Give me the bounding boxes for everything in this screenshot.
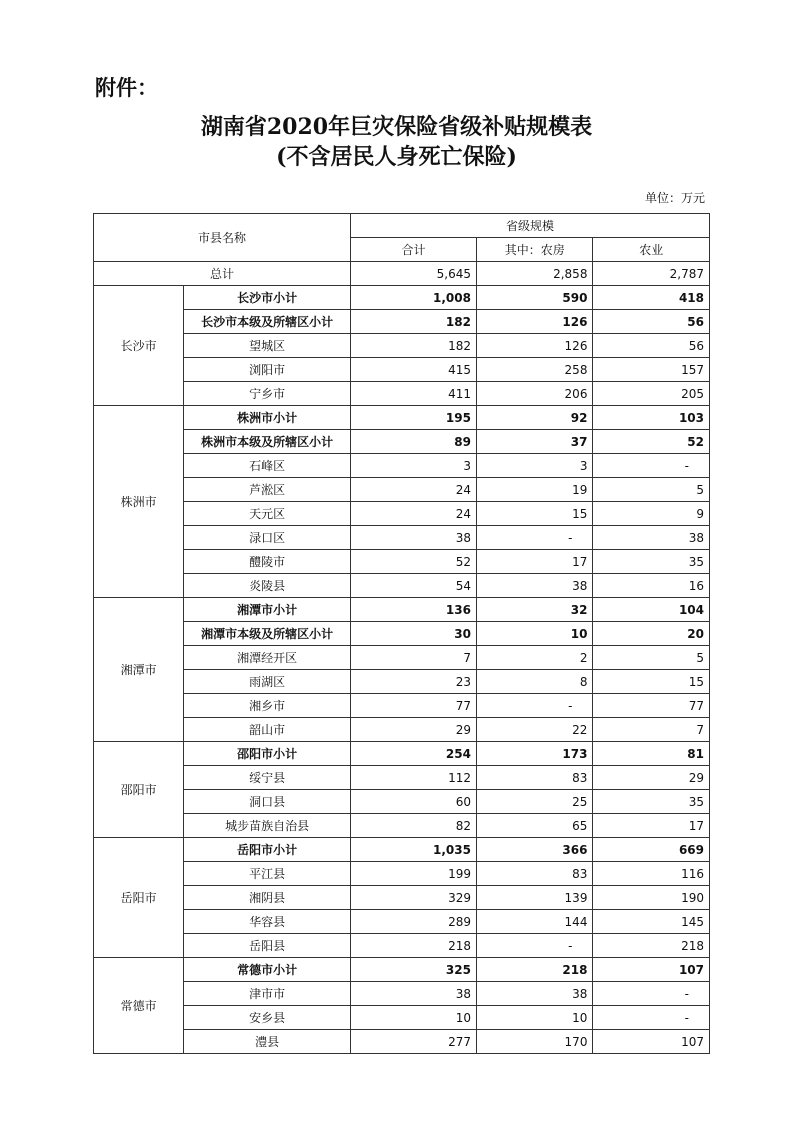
table-row [94,406,710,430]
cell-agri: 5 [593,646,710,670]
district-name: 邵阳市小计 [184,742,351,766]
district-name: 天元区 [184,502,351,526]
district-name: 炎陵县 [184,574,351,598]
cell-total: 10 [351,1006,477,1030]
cell-agri: 35 [593,550,710,574]
cell-agri: 145 [593,910,710,934]
district-name: 望城区 [184,334,351,358]
cell-total: 60 [351,790,477,814]
cell-total: 195 [351,406,477,430]
grand-total-row [94,262,710,286]
cell-agri: 205 [593,382,710,406]
cell-total: 1,008 [351,286,477,310]
cell-total: 218 [351,934,477,958]
cell-housing: 32 [476,598,592,622]
cell-agri: 7 [593,718,710,742]
cell-total: 24 [351,478,477,502]
cell-total: 30 [351,622,477,646]
district-name: 株洲市小计 [184,406,351,430]
district-name: 宁乡市 [184,382,351,406]
table-row [94,790,710,814]
cell-agri: 77 [593,694,710,718]
cell-agri: 190 [593,886,710,910]
table-row [94,478,710,502]
cell-housing: 65 [476,814,592,838]
cell-total: 182 [351,334,477,358]
attachment-label: 附件： [95,76,158,100]
cell-agri: - [593,1006,710,1030]
cell-agri: - [593,454,710,478]
city-name: 常德市 [94,958,184,1054]
cell-agri: 218 [593,934,710,958]
cell-agri: 81 [593,742,710,766]
table-row [94,550,710,574]
district-name: 韶山市 [184,718,351,742]
district-name: 醴陵市 [184,550,351,574]
cell-total: 29 [351,718,477,742]
district-name: 岳阳县 [184,934,351,958]
table-row [94,982,710,1006]
grand-total-label: 总计 [94,262,351,286]
district-name: 澧县 [184,1030,351,1054]
district-name: 石峰区 [184,454,351,478]
cell-housing: 83 [476,862,592,886]
cell-housing: 590 [476,286,592,310]
cell-housing: 2 [476,646,592,670]
cell-total: 38 [351,982,477,1006]
cell-agri: 52 [593,430,710,454]
cell-housing: 144 [476,910,592,934]
table-row [94,574,710,598]
cell-total: 1,035 [351,838,477,862]
district-name: 渌口区 [184,526,351,550]
table-row [94,430,710,454]
header-name: 市县名称 [94,214,351,262]
cell-agri: 20 [593,622,710,646]
district-name: 株洲市本级及所辖区小计 [184,430,351,454]
table-row [94,622,710,646]
cell-total: 82 [351,814,477,838]
cell-total: 54 [351,574,477,598]
cell-housing: - [476,526,592,550]
cell-total: 52 [351,550,477,574]
district-name: 浏阳市 [184,358,351,382]
subsidy-table [93,213,710,1054]
cell-agri: 29 [593,766,710,790]
table-row [94,310,710,334]
cell-agri: 104 [593,598,710,622]
page-title: 湖南省2020年巨灾保险省级补贴规模表 [200,114,593,140]
cell-total: 38 [351,526,477,550]
city-name: 岳阳市 [94,838,184,958]
cell-housing: - [476,694,592,718]
cell-agri: 116 [593,862,710,886]
grand-total-agri: 2,787 [593,262,710,286]
cell-agri: 15 [593,670,710,694]
cell-housing: 22 [476,718,592,742]
cell-total: 3 [351,454,477,478]
district-name: 芦淞区 [184,478,351,502]
district-name: 城步苗族自治县 [184,814,351,838]
cell-agri: 38 [593,526,710,550]
district-name: 长沙市本级及所辖区小计 [184,310,351,334]
cell-agri: 16 [593,574,710,598]
cell-total: 289 [351,910,477,934]
cell-total: 199 [351,862,477,886]
cell-housing: 92 [476,406,592,430]
district-name: 湘阴县 [184,886,351,910]
table-row [94,958,710,982]
cell-housing: 139 [476,886,592,910]
cell-housing: 83 [476,766,592,790]
cell-housing: 10 [476,622,592,646]
district-name: 湘乡市 [184,694,351,718]
cell-housing: 25 [476,790,592,814]
table-row [94,598,710,622]
cell-housing: 170 [476,1030,592,1054]
cell-total: 24 [351,502,477,526]
cell-housing: 19 [476,478,592,502]
table-row [94,526,710,550]
city-name: 株洲市 [94,406,184,598]
district-name: 安乡县 [184,1006,351,1030]
table-row [94,334,710,358]
cell-agri: 17 [593,814,710,838]
table-row [94,694,710,718]
cell-housing: 17 [476,550,592,574]
grand-total-housing: 2,858 [476,262,592,286]
table-row [94,934,710,958]
cell-agri: - [593,982,710,1006]
cell-housing: - [476,934,592,958]
cell-total: 277 [351,1030,477,1054]
cell-total: 23 [351,670,477,694]
cell-housing: 38 [476,982,592,1006]
table-row [94,742,710,766]
table-row [94,862,710,886]
cell-housing: 126 [476,310,592,334]
district-name: 岳阳市小计 [184,838,351,862]
cell-agri: 56 [593,310,710,334]
district-name: 湘潭经开区 [184,646,351,670]
table-row [94,910,710,934]
table-row [94,886,710,910]
cell-agri: 103 [593,406,710,430]
city-name: 长沙市 [94,286,184,406]
table-row [94,718,710,742]
page-subtitle: (不含居民人身死亡保险) [276,144,517,170]
header-group: 省级规模 [351,214,710,238]
cell-housing: 38 [476,574,592,598]
cell-agri: 5 [593,478,710,502]
header-housing: 其中：农房 [476,238,592,262]
cell-housing: 37 [476,430,592,454]
table-row [94,814,710,838]
cell-housing: 173 [476,742,592,766]
header-total: 合计 [351,238,477,262]
cell-agri: 35 [593,790,710,814]
cell-total: 415 [351,358,477,382]
cell-agri: 107 [593,1030,710,1054]
cell-total: 182 [351,310,477,334]
table-row [94,286,710,310]
cell-total: 254 [351,742,477,766]
district-name: 长沙市小计 [184,286,351,310]
cell-total: 411 [351,382,477,406]
district-name: 洞口县 [184,790,351,814]
cell-total: 89 [351,430,477,454]
cell-agri: 107 [593,958,710,982]
cell-housing: 366 [476,838,592,862]
cell-housing: 206 [476,382,592,406]
cell-housing: 3 [476,454,592,478]
table-row [94,646,710,670]
cell-total: 112 [351,766,477,790]
cell-housing: 15 [476,502,592,526]
district-name: 华容县 [184,910,351,934]
header-row [94,214,710,238]
table-row [94,502,710,526]
cell-agri: 157 [593,358,710,382]
cell-agri: 418 [593,286,710,310]
cell-agri: 9 [593,502,710,526]
district-name: 湘潭市本级及所辖区小计 [184,622,351,646]
district-name: 绥宁县 [184,766,351,790]
cell-housing: 258 [476,358,592,382]
table-row [94,454,710,478]
district-name: 湘潭市小计 [184,598,351,622]
table-row [94,382,710,406]
cell-total: 77 [351,694,477,718]
cell-total: 325 [351,958,477,982]
cell-housing: 126 [476,334,592,358]
unit-label: 单位：万元 [644,191,705,205]
district-name: 津市市 [184,982,351,1006]
header-agri: 农业 [593,238,710,262]
grand-total-total: 5,645 [351,262,477,286]
cell-agri: 56 [593,334,710,358]
table-row [94,838,710,862]
cell-total: 7 [351,646,477,670]
table-row [94,1030,710,1054]
cell-total: 136 [351,598,477,622]
table-row [94,1006,710,1030]
cell-agri: 669 [593,838,710,862]
city-name: 湘潭市 [94,598,184,742]
table-row [94,766,710,790]
district-name: 雨湖区 [184,670,351,694]
table-row [94,670,710,694]
city-name: 邵阳市 [94,742,184,838]
table-row [94,358,710,382]
district-name: 常德市小计 [184,958,351,982]
district-name: 平江县 [184,862,351,886]
cell-housing: 218 [476,958,592,982]
cell-housing: 10 [476,1006,592,1030]
cell-housing: 8 [476,670,592,694]
cell-total: 329 [351,886,477,910]
